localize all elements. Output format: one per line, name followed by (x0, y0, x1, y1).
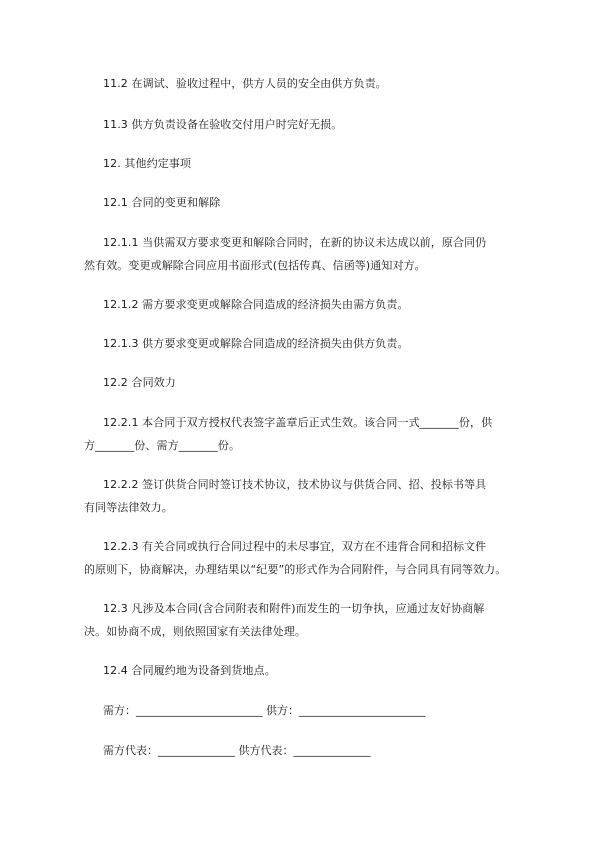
clause-12-3-line2: 决。如协商不成，则依照国家有关法律处理。 (84, 625, 306, 638)
clause-12-1-3: 12.1.3 供方要求变更或解除合同造成的经济损失由供方负责。 (103, 337, 409, 350)
clause-12-2-1-line2: 方_______份、需方_______份。 (84, 439, 241, 452)
clause-12-2-2-line1: 12.2.2 签订供货合同时签订技术协议，技术协议与供货合同、招、投标书等具 (103, 478, 487, 491)
clause-12-1-heading: 12.1 合同的变更和解除 (103, 196, 221, 209)
clause-12-2-3-line1: 12.2.3 有关合同或执行合同过程中的未尽事宜，双方在不违背合同和招标文件 (103, 540, 487, 553)
clause-12-2-3-line2: 的原则下，协商解决，办理结果以“纪要”的形式作为合同附件，与合同具有同等效力。 (84, 563, 507, 576)
clause-12-2-heading: 12.2 合同效力 (103, 376, 176, 389)
clause-12-2-1-line1: 12.2.1 本合同于双方授权代表签字盖章后正式生效。该合同一式_______份，供 (103, 416, 493, 429)
clause-12-1-2: 12.1.2 需方要求变更或解除合同造成的经济损失由需方负责。 (103, 298, 409, 311)
clause-11-3: 11.3 供方负责设备在验收交付用户时完好无损。 (103, 118, 343, 131)
clause-12-1-1-line1: 12.1.1 当供需双方要求变更和解除合同时，在新的协议未达成以前，原合同仍 (103, 236, 487, 249)
clause-12-1-1-line2: 然有效。变更或解除合同应用书面形式(包括传真、信函等)通知对方。 (84, 259, 426, 272)
signature-line-parties: 需方：_______________________ 供方：_______________________ (103, 704, 426, 717)
clause-12-2-2-line2: 有同等法律效力。 (84, 501, 173, 514)
clause-12-4: 12.4 合同履约地为设备到货地点。 (103, 664, 276, 677)
signature-line-representatives: 需方代表：______________ 供方代表：______________ (103, 744, 371, 757)
clause-12-3-line1: 12.3 凡涉及本合同(含合同附表和附件)而发生的一切争执，应通过友好协商解 (103, 602, 485, 615)
section-12-heading: 12. 其他约定事项 (103, 157, 191, 170)
clause-11-2: 11.2 在调试、验收过程中，供方人员的安全由供方负责。 (103, 77, 387, 90)
